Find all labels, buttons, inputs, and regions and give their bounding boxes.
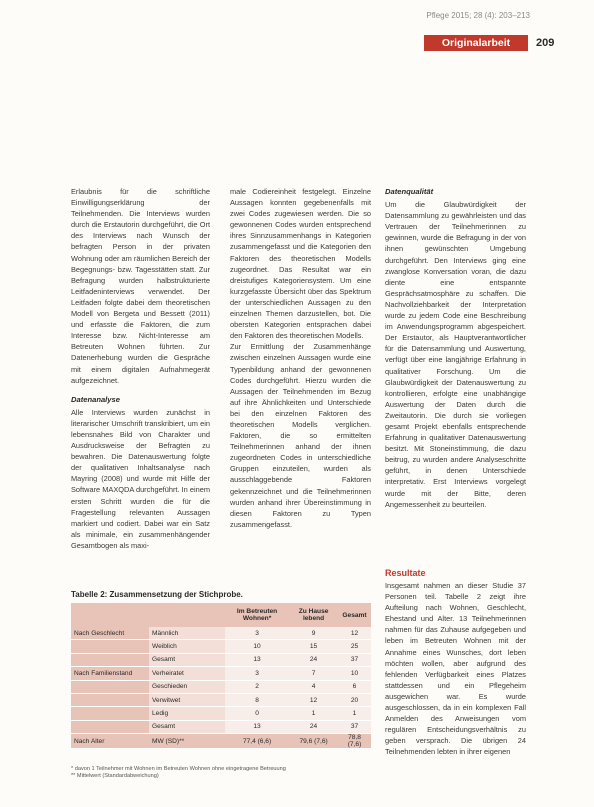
- table-label-cell: Gesamt: [149, 653, 225, 666]
- text-column-1: [71, 186, 210, 551]
- table-value-cell: 13: [225, 720, 289, 733]
- table-group-cell: [71, 720, 149, 733]
- section-heading-datenanalyse: Datenanalyse: [71, 394, 120, 404]
- table-value-cell: 1: [289, 707, 338, 720]
- table-value-cell: 8: [225, 693, 289, 706]
- table-group-cell: [71, 693, 149, 706]
- table-header-cell: [71, 603, 149, 627]
- table-label-cell: Verheiratet: [149, 667, 225, 680]
- table-row: [71, 720, 371, 733]
- page-number: 209: [536, 37, 555, 49]
- table-value-cell: 25: [338, 640, 371, 653]
- table-notes: [71, 766, 371, 780]
- table-group-cell: [71, 640, 149, 653]
- text-column-3-continued: [385, 580, 526, 758]
- table-value-cell: 10: [338, 667, 371, 680]
- table-row: [71, 653, 371, 666]
- paragraph: Zur Ermittlung der Zusammenhänge zwischen einzelnen Aussagen wurde eine Typenbildung anhand der gewonnenen Codes durchgeführt. Hierzu wurden die Aussagen der Teilnehmenden im Bezug auf ihre Ähnlichkeiten und Unterschiede bei den einzelnen Faktoren des theoretischen Modells verglichen. Faktoren, die so ermittelten Teilnehmerinnen anhand der ihnen zugeordneten Codes in unterschiedliche Gruppen einzuteilen, wurden als ausschlaggebende Faktoren gekennzeichnet und die Teilnehmerinnen wurden anhand ihrer Übereinstimmung in diesen Faktoren zu Typen zusammengefasst.: [230, 342, 371, 529]
- table-value-cell: 7: [289, 667, 338, 680]
- table-row: [71, 693, 371, 706]
- paragraph: male Codiereinheit festgelegt. Einzelne Aussagen konnten gegebenenfalls mit zwei Codes zugewiesen werden. Die so gewonnenen Codes wurden entsprechend ihres Sinnzusammenhangs in Kategorien zusammengefasst und die Kategorien den Faktoren des theoretischen Modells zugeordnet. Das Resultat war ein dreistufiges Kategoriensystem. Um eine kurzgefasste Übersicht über das Spektrum der unterschiedlichen Aussagen zu den einzelnen Themen darzustellen, bot. Die obersten Kategorien entsprachen dabei den Faktoren des theoretischen Modells.: [230, 187, 371, 341]
- table-value-cell: 1: [338, 707, 371, 720]
- table-label-cell: Verwitwet: [149, 693, 225, 706]
- table-value-cell: 79,6 (7,6): [289, 734, 338, 749]
- table-label-cell: Weiblich: [149, 640, 225, 653]
- table-value-cell: 6: [338, 680, 371, 693]
- table-value-cell: 15: [289, 640, 338, 653]
- table-value-cell: 10: [225, 640, 289, 653]
- table-label-cell: Ledig: [149, 707, 225, 720]
- paragraph: Alle Interviews wurden zunächst in literarischer Umschrift transkribiert, um ein lebensnahes Bild von Charakter und Ausdrucksweise der Befragten zu bewahren. Die Datenauswertung folgte der qualitativen Inhaltsanalyse nach Mayring (2008) und wurde mit Hilfe der Software MAXQDA durchgeführt. In einem ersten Schritt wurden die für die Fragestellung relevanten Aussagen markiert und codiert. Dabei war ein Satz als minimale, ein zusammenhängender Gesamtbogen als maxi-: [71, 407, 210, 550]
- table-header-cell: Gesamt: [338, 603, 371, 627]
- table-value-cell: 9: [289, 627, 338, 640]
- table-value-cell: 12: [338, 627, 371, 640]
- table-label-cell: Männlich: [149, 627, 225, 640]
- paragraph: Um die Glaubwürdigkeit der Datensammlung zu gewährleisten und das Vertrauen der Teilnehmerinnen zu gewinnen, wurde die Befragung in der von ihnen gewünschten Umgebung durchgeführt. Den Interviews ging eine zwanglose Konversation voran, die dazu diente eine entspannte Gesprächsatmosphäre zu schaffen. Die Nachvollziehbarkeit der Interpretation wurde zu jedem Code eine Beschreibung im Anwendungsprogramm abgespeichert. Der Erstautor, als Hauptverantwortlicher für die Datensammlung und Auswertung, verfügt über eine langjährige Erfahrung in qualitativer Forschung. Um die Glaubwürdigkeit der Datenauswertung zu kontrollieren, erfolgte eine unabhängige Auswertung der Daten durch die Zweitautorin. Die durch sie vorliegen gesamt Projekt ebenfalls entsprechende Erfahrung in qualitativer Datenauswertung besitzt. Mit Stoneinstimmung, die dazu beitrug, zu wurden andere Analyseschritte geführt, in denen Unterschiede interpretativ. Erst Interviews vorgelegt wurde mit der Bitte, deren Angemessenheit zu beurteilen.: [385, 200, 526, 509]
- text-column-2: [230, 186, 371, 530]
- table-value-cell: 12: [289, 693, 338, 706]
- table-value-cell: 37: [338, 653, 371, 666]
- table-header-cell: Im Betreuten Wohnen*: [225, 603, 289, 627]
- table-value-cell: 24: [289, 720, 338, 733]
- table-label-cell: Gesamt: [149, 720, 225, 733]
- table-value-cell: 2: [225, 680, 289, 693]
- table-group-cell: Nach Familienstand: [71, 667, 149, 680]
- table-row: [71, 707, 371, 720]
- table-value-cell: 3: [225, 627, 289, 640]
- table-value-cell: 24: [289, 653, 338, 666]
- table-row: [71, 667, 371, 680]
- sample-composition-table: [71, 603, 371, 749]
- table-value-cell: 20: [338, 693, 371, 706]
- table-label-cell: MW (SD)**: [149, 734, 225, 749]
- table-value-cell: 13: [225, 653, 289, 666]
- table-group-cell: Nach Alter: [71, 734, 149, 749]
- table-note: * davon 1 Teilnehmer mit Wohnen im Betreuten Wohnen ohne eingetragene Betreuung: [71, 766, 286, 772]
- table-group-cell: [71, 707, 149, 720]
- table-header-row: [71, 603, 371, 627]
- section-heading-datenqualitaet: Datenqualität: [385, 187, 434, 196]
- table-group-cell: [71, 680, 149, 693]
- running-head: Pflege 2015; 28 (4): 203–213: [426, 11, 530, 20]
- table-label-cell: Geschieden: [149, 680, 225, 693]
- paragraph: Erlaubnis für die schriftliche Einwilligungserklärung der Teilnehmenden. Die Interviews wurden durch die Erstautorin durchgeführt, die Ort des Interviews nach Wunsch der befragten Person in der privaten Wohnung oder am räumlichen Bereich der Begegnungs- bzw. Tagesstätten statt. Zur Befragung wurden halbstrukturierte Leitfadeninterviews verwendet. Der Leitfaden folgte dabei dem theoretischen Modell von Bergeta und Bessett (2011) und erfasste die Faktoren, die zum Interesse bzw. Nicht-Interesse am Betreuten Wohnen führten. Zur Datenerhebung wurden die Gespräche mit einem digitalen Aufnahmegerät aufgezeichnet.: [71, 187, 210, 385]
- text-column-3: [385, 186, 526, 510]
- table-value-cell: 4: [289, 680, 338, 693]
- table-row: [71, 734, 371, 749]
- table-title: Tabelle 2: Zusammensetzung der Stichprobe.: [71, 590, 243, 599]
- table-note: ** Mittelwert (Standardabweichung): [71, 773, 159, 779]
- table-value-cell: 0: [225, 707, 289, 720]
- table-value-cell: 77,4 (6,6): [225, 734, 289, 749]
- table-row: [71, 680, 371, 693]
- table-value-cell: 3: [225, 667, 289, 680]
- table-group-cell: Nach Geschlecht: [71, 627, 149, 640]
- table-value-cell: 37: [338, 720, 371, 733]
- table-group-cell: [71, 653, 149, 666]
- section-heading-resultate: Resultate: [385, 568, 426, 578]
- table-body: [71, 627, 371, 749]
- table-header-cell: Zu Hause lebend: [289, 603, 338, 627]
- section-label: Originalarbeit: [424, 35, 528, 51]
- table-header-cell: [149, 603, 225, 627]
- paragraph: Insgesamt nahmen an dieser Studie 37 Personen teil. Tabelle 2 zeigt ihre Aufteilung nach Wohnen, Geschlecht, Ehestand und Alter. 13 Teilnehmerinnen nahmen für das Zuhause aufgegeben und leben im Betreuten Wohnen mit der Annahme eines Wunsches, dort leben möchten wollen, aber aufgrund des fehlenden Verfügbarkeit eines Platzes stattdessen und ein Pflegeheim ausgewichen war. Es wurde ausgeschlossen, da in ein komplexen Fall Anmelden des Anweisungen vom regulären Entscheidungsverhältnis zu geben versprach. Die übrigen 24 Teilnehmenden lebten in ihrer eigenen: [385, 581, 526, 757]
- table-row: [71, 627, 371, 640]
- table-value-cell: 78,8 (7,6): [338, 734, 371, 749]
- table-row: [71, 640, 371, 653]
